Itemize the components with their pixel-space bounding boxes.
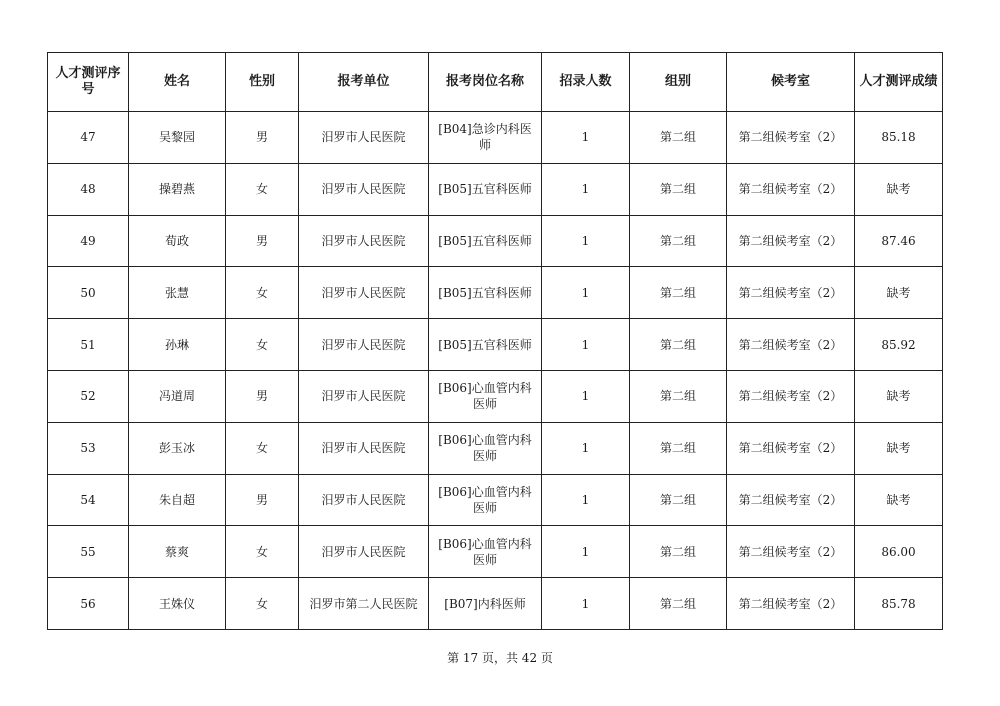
position-cell: [B05]五官科医师 xyxy=(429,267,542,319)
name-cell: 操碧燕 xyxy=(129,163,226,215)
header-seq: 人才测评序号 xyxy=(48,53,129,112)
score-cell: 85.78 xyxy=(855,578,943,630)
gender-cell: 女 xyxy=(226,319,299,371)
score-cell: 缺考 xyxy=(855,422,943,474)
seq-cell: 51 xyxy=(48,319,129,371)
group-cell: 第二组 xyxy=(630,578,727,630)
gender-cell: 女 xyxy=(226,422,299,474)
group-cell: 第二组 xyxy=(630,422,727,474)
unit-cell: 汨罗市人民医院 xyxy=(299,526,429,578)
unit-cell: 汨罗市人民医院 xyxy=(299,319,429,371)
quota-cell: 1 xyxy=(542,163,630,215)
seq-cell: 50 xyxy=(48,267,129,319)
quota-cell: 1 xyxy=(542,319,630,371)
table-row xyxy=(48,163,943,215)
gender-cell: 女 xyxy=(226,163,299,215)
name-cell: 彭玉冰 xyxy=(129,422,226,474)
gender-cell: 男 xyxy=(226,112,299,164)
name-cell: 荀政 xyxy=(129,215,226,267)
position-cell: [B04]急诊内科医师 xyxy=(429,112,542,164)
room-cell: 第二组候考室（2） xyxy=(727,474,855,526)
header-room: 候考室 xyxy=(727,53,855,112)
unit-cell: 汨罗市人民医院 xyxy=(299,474,429,526)
room-cell: 第二组候考室（2） xyxy=(727,526,855,578)
position-cell: [B06]心血管内科医师 xyxy=(429,474,542,526)
gender-cell: 男 xyxy=(226,215,299,267)
header-row xyxy=(48,53,943,112)
room-cell: 第二组候考室（2） xyxy=(727,163,855,215)
table-body xyxy=(48,112,943,630)
name-cell: 朱自超 xyxy=(129,474,226,526)
header-quota: 招录人数 xyxy=(542,53,630,112)
room-cell: 第二组候考室（2） xyxy=(727,422,855,474)
name-cell: 张慧 xyxy=(129,267,226,319)
position-cell: [B06]心血管内科医师 xyxy=(429,370,542,422)
table-row xyxy=(48,215,943,267)
unit-cell: 汨罗市人民医院 xyxy=(299,163,429,215)
table-row xyxy=(48,526,943,578)
quota-cell: 1 xyxy=(542,112,630,164)
position-cell: [B06]心血管内科医师 xyxy=(429,526,542,578)
seq-cell: 47 xyxy=(48,112,129,164)
table-row xyxy=(48,267,943,319)
quota-cell: 1 xyxy=(542,526,630,578)
page-footer: 第 17 页，共 42 页 xyxy=(447,651,553,665)
quota-cell: 1 xyxy=(542,422,630,474)
gender-cell: 女 xyxy=(226,267,299,319)
score-cell: 缺考 xyxy=(855,267,943,319)
unit-cell: 汨罗市人民医院 xyxy=(299,370,429,422)
score-cell: 85.18 xyxy=(855,112,943,164)
unit-cell: 汨罗市人民医院 xyxy=(299,267,429,319)
name-cell: 王姝仪 xyxy=(129,578,226,630)
score-cell: 缺考 xyxy=(855,474,943,526)
group-cell: 第二组 xyxy=(630,112,727,164)
name-cell: 冯道周 xyxy=(129,370,226,422)
room-cell: 第二组候考室（2） xyxy=(727,215,855,267)
table-row xyxy=(48,370,943,422)
header-unit: 报考单位 xyxy=(299,53,429,112)
name-cell: 孙琳 xyxy=(129,319,226,371)
score-table xyxy=(47,52,943,630)
quota-cell: 1 xyxy=(542,578,630,630)
seq-cell: 53 xyxy=(48,422,129,474)
unit-cell: 汨罗市人民医院 xyxy=(299,215,429,267)
score-cell: 87.46 xyxy=(855,215,943,267)
seq-cell: 56 xyxy=(48,578,129,630)
name-cell: 吴黎园 xyxy=(129,112,226,164)
group-cell: 第二组 xyxy=(630,267,727,319)
name-cell: 蔡爽 xyxy=(129,526,226,578)
table-row xyxy=(48,578,943,630)
group-cell: 第二组 xyxy=(630,319,727,371)
unit-cell: 汨罗市第二人民医院 xyxy=(299,578,429,630)
quota-cell: 1 xyxy=(542,215,630,267)
position-cell: [B05]五官科医师 xyxy=(429,319,542,371)
header-gender: 性别 xyxy=(226,53,299,112)
group-cell: 第二组 xyxy=(630,474,727,526)
seq-cell: 55 xyxy=(48,526,129,578)
table-row xyxy=(48,319,943,371)
room-cell: 第二组候考室（2） xyxy=(727,370,855,422)
group-cell: 第二组 xyxy=(630,163,727,215)
header-score: 人才测评成绩 xyxy=(855,53,943,112)
header-group: 组别 xyxy=(630,53,727,112)
score-cell: 缺考 xyxy=(855,163,943,215)
unit-cell: 汨罗市人民医院 xyxy=(299,112,429,164)
gender-cell: 女 xyxy=(226,526,299,578)
score-cell: 86.00 xyxy=(855,526,943,578)
room-cell: 第二组候考室（2） xyxy=(727,112,855,164)
gender-cell: 女 xyxy=(226,578,299,630)
position-cell: [B05]五官科医师 xyxy=(429,163,542,215)
seq-cell: 49 xyxy=(48,215,129,267)
score-cell: 85.92 xyxy=(855,319,943,371)
unit-cell: 汨罗市人民医院 xyxy=(299,422,429,474)
score-cell: 缺考 xyxy=(855,370,943,422)
quota-cell: 1 xyxy=(542,474,630,526)
gender-cell: 男 xyxy=(226,474,299,526)
table-row xyxy=(48,422,943,474)
table-row xyxy=(48,112,943,164)
header-name: 姓名 xyxy=(129,53,226,112)
seq-cell: 52 xyxy=(48,370,129,422)
header-position: 报考岗位名称 xyxy=(429,53,542,112)
room-cell: 第二组候考室（2） xyxy=(727,319,855,371)
quota-cell: 1 xyxy=(542,370,630,422)
seq-cell: 54 xyxy=(48,474,129,526)
position-cell: [B07]内科医师 xyxy=(429,578,542,630)
room-cell: 第二组候考室（2） xyxy=(727,267,855,319)
position-cell: [B05]五官科医师 xyxy=(429,215,542,267)
group-cell: 第二组 xyxy=(630,370,727,422)
table-row xyxy=(48,474,943,526)
position-cell: [B06]心血管内科医师 xyxy=(429,422,542,474)
group-cell: 第二组 xyxy=(630,526,727,578)
seq-cell: 48 xyxy=(48,163,129,215)
gender-cell: 男 xyxy=(226,370,299,422)
quota-cell: 1 xyxy=(542,267,630,319)
room-cell: 第二组候考室（2） xyxy=(727,578,855,630)
group-cell: 第二组 xyxy=(630,215,727,267)
